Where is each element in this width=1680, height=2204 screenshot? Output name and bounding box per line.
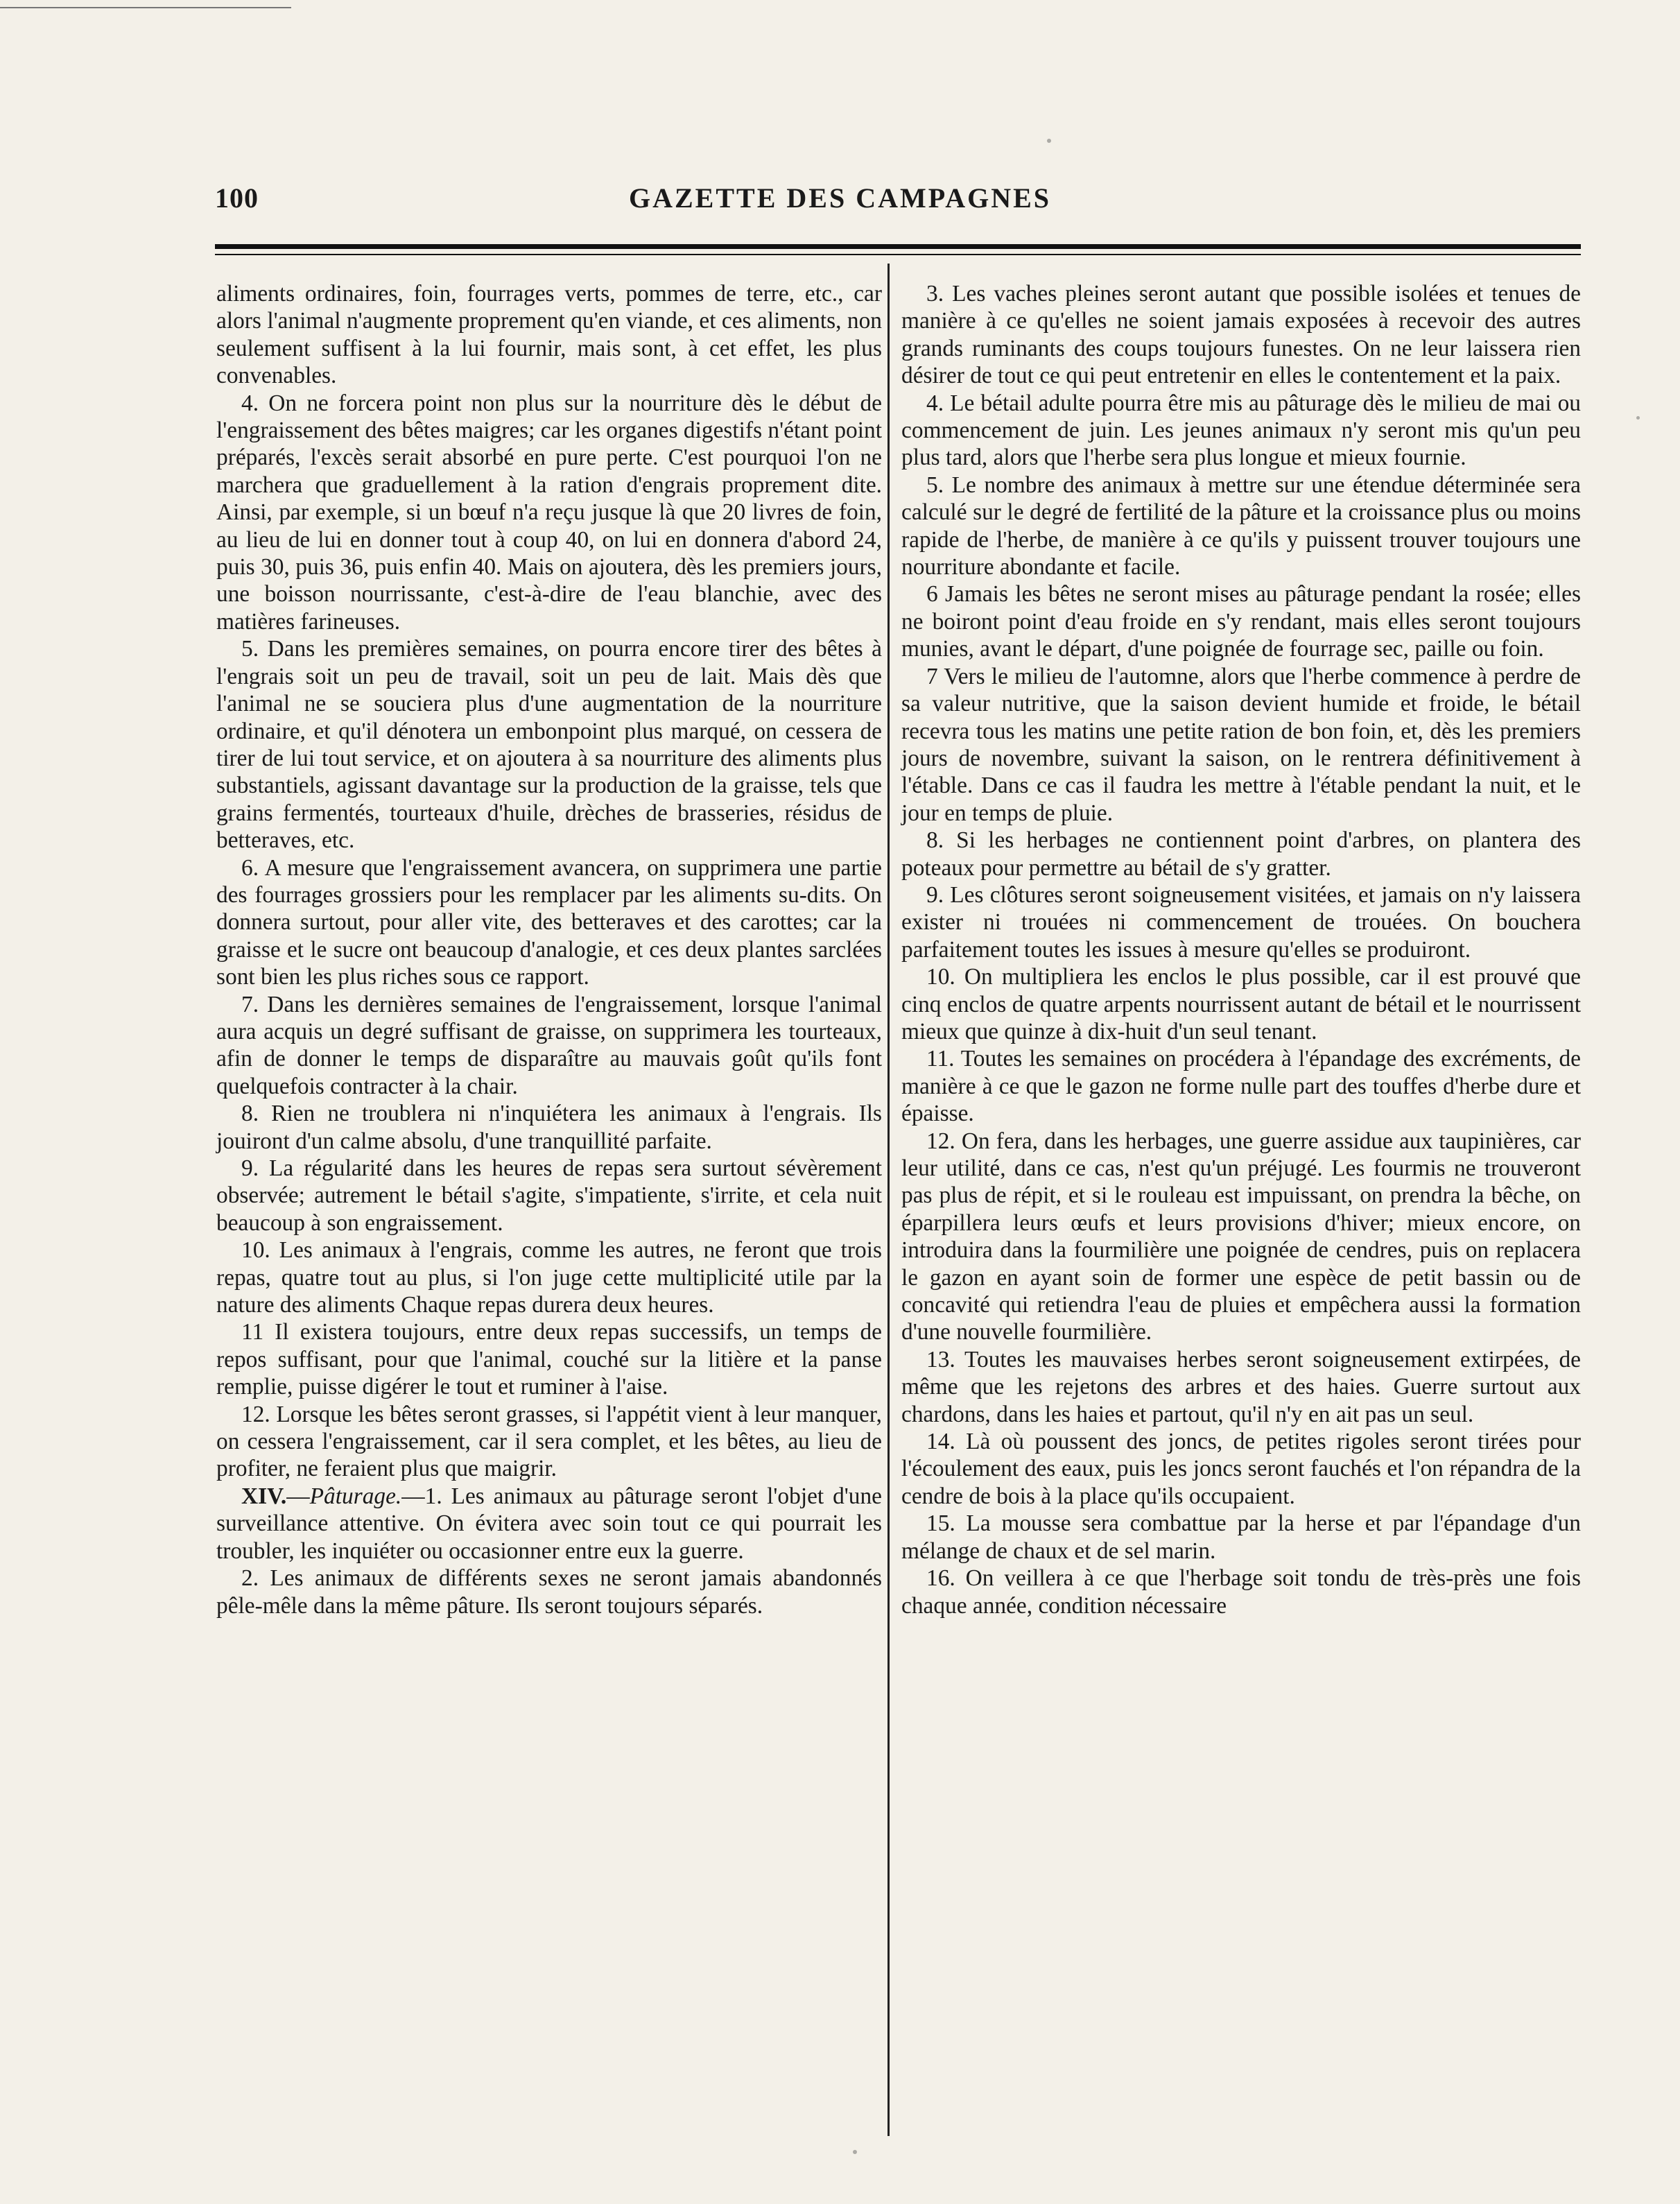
paragraph: 5. Le nombre des animaux à mettre sur une étendue déterminée sera calculé sur le degré de fertilité de la pâture et la croissance plus ou moins rapide de l'herbe, de manière à ce qu'ils y puissent trouver toujours une nourriture abondante et facile. [901,472,1581,580]
left-column [216,280,882,1619]
paper-speck [1047,139,1051,143]
paragraph: 4. Le bétail adulte pourra être mis au pâturage dès le milieu de mai ou commencement de juin. Les jeunes animaux n'y seront mis qu'un peu plus tard, alors que l'herbe sera plus longue et mieux fournie. [901,390,1581,471]
paragraph: 10. Les animaux à l'engrais, comme les autres, ne feront que trois repas, quatre tout au plus, si l'on juge cette multiplicité utile par la nature des aliments Chaque repas durera deux heures. [216,1237,882,1318]
paragraph: 11. Toutes les semaines on procédera à l'épandage des excréments, de manière à ce que le gazon ne forme nulle part des touffes d'herbe dure et épaisse. [901,1046,1581,1127]
paragraph: 3. Les vaches pleines seront autant que possible isolées et tenues de manière à ce qu'elles ne soient jamais exposées à recevoir des autres grands ruminants des coups toujours funestes. On ne leur laissera rien désirer de tout ce qui peut entretenir en elles le contentement et la paix. [901,281,1581,389]
paragraph: 6. A mesure que l'engraissement avancera, on supprimera une partie des fourrages grossiers pour les remplacer par les aliments su-dits. On donnera surtout, pour aller vite, des betteraves et des carottes; car la graisse et le sucre ont beaucoup d'analogie, et ces deux plantes sarclées sont bien les plus riches sous ce rapport. [216,854,882,990]
header-rule-thick [215,244,1581,249]
section-dash: — [286,1483,310,1509]
paragraph: 6 Jamais les bêtes ne seront mises au pâturage pendant la rosée; elles ne boiront point d'eau froide en s'y rendant, mais elles seront toujours munies, avant le départ, d'une poignée de fourrage sec, paille ou foin. [901,581,1581,662]
paper-speck [853,2150,857,2154]
paragraph: 4. On ne forcera point non plus sur la nourriture dès le début de l'engraissement des bêtes maigres; car les organes digestifs n'étant point préparés, l'excès serait absorbé en pure perte. C'est pourquoi l'on ne marchera que graduellement à la ration d'engrais proprement dite. Ainsi, par exemple, si un bœuf n'a reçu jusque là que 20 livres de foin, au lieu de lui en donner tout à coup 40, on lui en donnera d'abord 24, puis 30, puis 36, puis enfin 40. Mais on ajoutera, dès les premiers jours, une boisson nourrissante, c'est-à-dire de l'eau blanchie, avec des matières farineuses. [216,390,882,635]
paragraph: 5. Dans les premières semaines, on pourra encore tirer des bêtes à l'engrais soit un peu de travail, soit un peu de lait. Mais dès que l'animal ne se souciera plus d'une augmentation de la nourriture ordinaire, et qu'il dénotera un embonpoint plus marqué, on cessera de tirer de lui tout service, et on ajoutera à sa nourriture des aliments plus substantiels, agissant davantage sur la production de la graisse, tels que grains fermentés, tourteaux d'huile, drèches de brasseries, résidus de betteraves, etc. [216,636,882,854]
section-number: XIV. [241,1483,287,1509]
paper-speck [1636,416,1640,420]
paragraph: 9. La régularité dans les heures de repas sera surtout sévèrement observée; autrement le bétail s'agite, s'impatiente, s'irrite, et cela nuit beaucoup à son engraissement. [216,1155,882,1236]
paragraph: 14. Là où poussent des joncs, de petites rigoles seront tirées pour l'écoulement des eaux, puis les joncs seront fauchés et l'on répandra de la cendre de bois à la place qu'ils occupaient. [901,1429,1581,1509]
paragraph-text: 1. Les animaux au pâturage seront l'objet d'une surveillance attentive. On évitera avec soin tout ce qui pourrait les troubler, les inquiéter ou occasionner entre eux la guerre. [216,1483,882,1564]
running-head-title: GAZETTE DES CAMPAGNES [628,182,1051,214]
section-paragraph [216,1483,882,1565]
paragraph: 11 Il existera toujours, entre deux repas successifs, un temps de repos suffisant, pour que l'animal, couché sur la litière et la panse remplie, puisse digérer le tout et ruminer à l'aise. [216,1319,882,1400]
paragraph: aliments ordinaires, foin, fourrages verts, pommes de terre, etc., car alors l'animal n'augmente proprement qu'en viande, et ces aliments, non seulement suffisent à la lui fournir, mais sont, à cet effet, les plus convenables. [216,281,882,389]
paragraph: 13. Toutes les mauvaises herbes seront soigneusement extirpées, de même que les rejetons des arbres et des haies. Guerre surtout aux chardons, dans les haies et partout, qu'il n'y en ait pas un seul. [901,1346,1581,1427]
page-number: 100 [215,182,259,214]
paragraph: 7 Vers le milieu de l'automne, alors que l'herbe commence à perdre de sa valeur nutritive, que la saison devient humide et froide, le bétail recevra tous les matins une petite ration de bon foin, et, dès les premiers jours de novembre, suivant la saison, on le rentrera définitivement à l'étable. Dans ce cas il faudra les mettre à l'étable pendant la nuit, et le jour en temps de pluie. [901,663,1581,826]
paragraph: 15. La mousse sera combattue par la herse et par l'épandage d'un mélange de chaux et de sel marin. [901,1510,1581,1564]
section-dash: — [401,1483,425,1509]
paragraph: 9. Les clôtures seront soigneusement visitées, et jamais on n'y laissera exister ni trouées ni commencement de trouées. On bouchera parfaitement toutes les issues à mesure qu'elles se produiront. [901,881,1581,963]
top-edge-rule [0,7,291,8]
paragraph: 8. Si les herbages ne contiennent point d'arbres, on plantera des poteaux pour permettre au bétail de s'y gratter. [901,827,1581,881]
paragraph: 12. Lorsque les bêtes seront grasses, si l'appétit vient à leur manquer, on cessera l'engraissement, car il sera complet, et les bêtes, au lieu de profiter, ne feraient plus que maigrir. [216,1401,882,1482]
paragraph: 10. On multipliera les enclos le plus possible, car il est prouvé que cinq enclos de quatre arpents nourrissent autant de bétail et le nourrissent mieux que quinze à dix-huit d'un seul tenant. [901,964,1581,1044]
header-rule-thin [215,254,1581,255]
right-column [901,280,1581,1619]
paragraph: 8. Rien ne troublera ni n'inquiétera les animaux à l'engrais. Ils jouiront d'un calme absolu, d'une tranquillité parfaite. [216,1101,882,1154]
paragraph: 2. Les animaux de différents sexes ne seront jamais abandonnés pêle-mêle dans la même pâture. Ils seront toujours séparés. [216,1565,882,1619]
paragraph: 12. On fera, dans les herbages, une guerre assidue aux taupinières, car leur utilité, dans ce cas, n'est qu'un préjugé. Les fourmis ne trouveront pas plus de répit, et si le rouleau est impuissant, on prendra la bêche, on éparpillera leurs œufs et leurs provisions d'hiver; mieux encore, on introduira dans la fourmilière une poignée de cendres, puis on replacera le gazon en ayant soin de former une espèce de petit bassin ou de concavité qui retiendra l'eau de pluies et empêchera aussi la formation d'une nouvelle fourmilière. [901,1128,1581,1345]
paragraph: 16. On veillera à ce que l'herbage soit tondu de très-près une fois chaque année, condition nécessaire [901,1565,1581,1619]
section-title: Pâturage. [309,1483,402,1509]
paragraph: 7. Dans les dernières semaines de l'engraissement, lorsque l'animal aura acquis un degré suffisant de graisse, on supprimera les tourteaux, afin de donner le temps de disparaître au mauvais goût qu'ils font quelquefois contracter à la chair. [216,991,882,1099]
column-divider [887,264,890,2136]
